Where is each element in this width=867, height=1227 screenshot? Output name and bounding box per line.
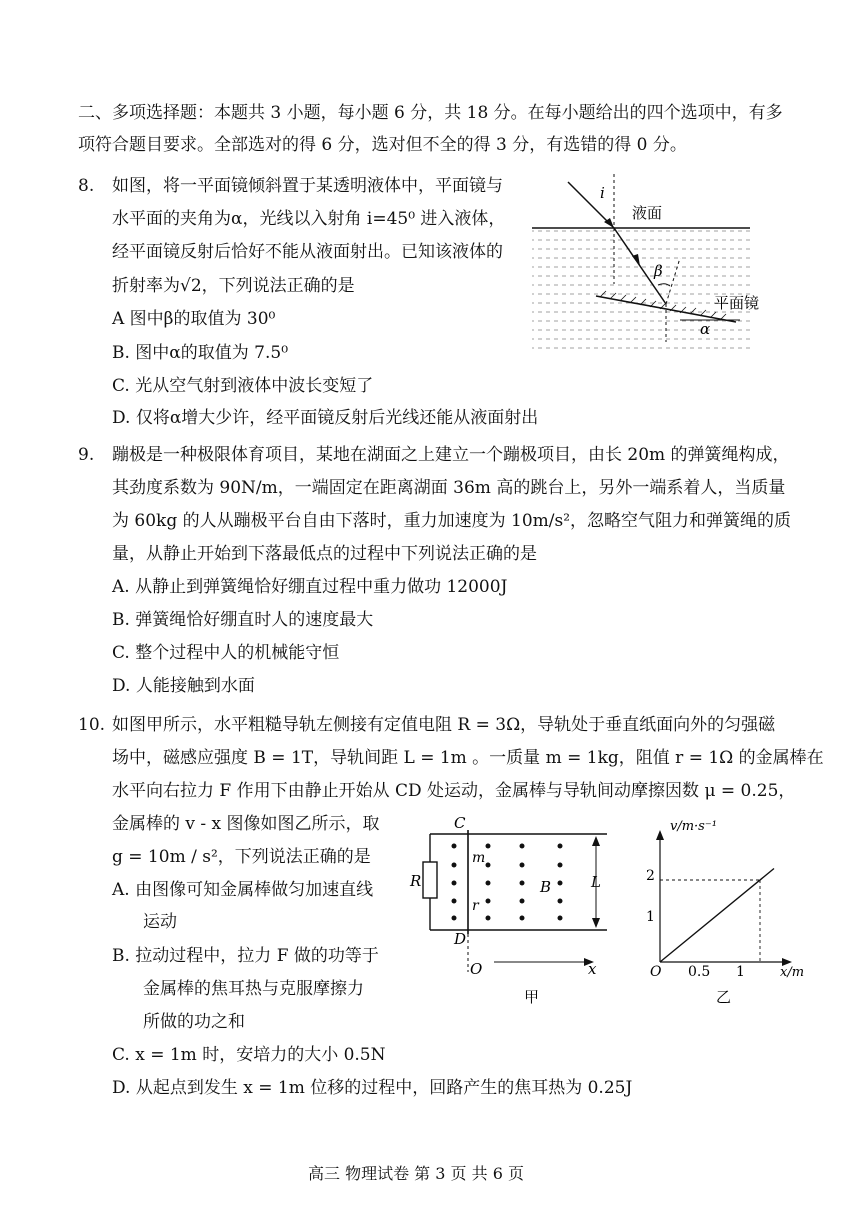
label-x: x: [588, 960, 597, 978]
liquid-region: [532, 230, 750, 350]
q10-stem-5: g = 10m / s²，下列说法正确的是: [112, 847, 371, 867]
q10-option-a-cont: 运动: [143, 912, 177, 932]
page-footer: 高三 物理试卷 第 3 页 共 6 页: [308, 1164, 524, 1183]
vx-line: [660, 869, 774, 962]
q9-stem-4: 量，从静止开始到下落最低点的过程中下列说法正确的是: [112, 544, 537, 564]
section-heading-line1: 二、多项选择题：本题共 3 小题，每小题 6 分，共 18 分。在每小题给出的四个选项中，有多: [78, 103, 783, 123]
q10-stem-1: 如图甲所示，水平粗糙导轨左侧接有定值电阻 R = 3Ω，导轨处于垂直纸面向外的匀强磁: [112, 715, 776, 735]
label-C: C: [454, 814, 466, 832]
y-tick-2: 2: [646, 868, 655, 884]
resistor-R: [423, 862, 437, 898]
q10-stem-4: 金属棒的 v - x 图像如图乙所示，取: [112, 814, 380, 834]
y-tick-1: 1: [646, 909, 655, 925]
q9-option-b: B. 弹簧绳恰好绷直时人的速度最大: [112, 610, 374, 630]
x-tick-05: 0.5: [688, 964, 711, 980]
label-R: R: [410, 872, 422, 890]
label-mirror: 平面镜: [714, 294, 760, 312]
q10-stem-2: 场中，磁感应强度 B = 1T，导轨间距 L = 1m 。一质量 m = 1kg，阻值 r = 1Ω 的金属棒在: [112, 748, 824, 768]
q9-option-d: D. 人能接触到水面: [112, 676, 255, 696]
q10-option-b-cont1: 金属棒的焦耳热与克服摩擦力: [143, 979, 364, 999]
q8-stem-3: 经平面镜反射后恰好不能从液面射出。已知该液体的: [112, 242, 503, 262]
q8-number: 8.: [78, 176, 95, 196]
q8-option-b: B. 图中α的取值为 7.5⁰: [112, 343, 289, 363]
q9-stem-1: 蹦极是一种极限体育项目，某地在湖面之上建立一个蹦极项目，由长 20m 的弹簧绳构成，: [112, 445, 790, 465]
q8-option-d: D. 仅将α增大少许，经平面镜反射后光线还能从液面射出: [112, 408, 539, 428]
label-surface: 液面: [632, 204, 663, 222]
q10-option-c: C. x = 1m 时，安培力的大小 0.5N: [112, 1045, 386, 1065]
label-D: D: [454, 930, 467, 948]
q9-option-a: A. 从静止到弹簧绳恰好绷直过程中重力做功 12000J: [112, 577, 508, 597]
q10-figure-jia: [402, 810, 614, 1010]
q8-mirror-figure: [530, 172, 760, 354]
label-m: m: [472, 850, 486, 866]
q10-number: 10.: [78, 715, 106, 735]
section-heading-line2: 项符合题目要求。全部选对的得 6 分，选对但不全的得 3 分，有选错的得 0 分。: [78, 135, 687, 155]
q8-option-a: A 图中β的取值为 30⁰: [112, 309, 276, 329]
label-alpha: α: [700, 320, 711, 338]
label-i: i: [600, 184, 605, 202]
caption-jia: 甲: [524, 988, 540, 1006]
label-beta: β: [654, 262, 663, 280]
q10-stem-3: 水平向右拉力 F 作用下由静止开始从 CD 处运动，金属棒与导轨间动摩擦因数 μ = 0.25，: [112, 781, 796, 801]
q8-stem-2: 水平面的夹角为α，光线以入射角 i=45⁰ 进入液体，: [112, 209, 506, 229]
q9-number: 9.: [78, 445, 95, 465]
label-r: r: [472, 898, 479, 914]
label-B: B: [540, 878, 552, 896]
q10-figure-yi: [640, 816, 830, 1006]
x-axis-label: x/m: [780, 965, 805, 980]
caption-yi: 乙: [716, 988, 732, 1006]
q8-stem-1: 如图，将一平面镜倾斜置于某透明液体中，平面镜与: [112, 176, 503, 196]
x-tick-1: 1: [736, 964, 745, 980]
q10-option-a: A. 由图像可知金属棒做匀加速直线: [112, 880, 374, 900]
q10-option-d: D. 从起点到发生 x = 1m 位移的过程中，回路产生的焦耳热为 0.25J: [112, 1078, 633, 1098]
q9-option-c: C. 整个过程中人的机械能守恒: [112, 643, 340, 663]
q8-stem-4: 折射率为√2，下列说法正确的是: [112, 276, 355, 296]
label-L: L: [591, 873, 601, 891]
q10-option-b: B. 拉动过程中，拉力 F 做的功等于: [112, 946, 379, 966]
q9-stem-3: 为 60kg 的人从蹦极平台自由下落时，重力加速度为 10m/s²，忽略空气阻力和弹簧绳的质: [112, 511, 792, 531]
label-O: O: [470, 960, 483, 978]
q9-stem-2: 其劲度系数为 90N/m，一端固定在距离湖面 36m 高的跳台上，另外一端系着人，当质量: [112, 478, 786, 498]
q10-option-b-cont2: 所做的功之和: [143, 1012, 245, 1032]
origin-label: O: [650, 964, 662, 980]
y-axis-label: v/m·s⁻¹: [670, 819, 717, 834]
q8-option-c: C. 光从空气射到液体中波长变短了: [112, 376, 374, 396]
